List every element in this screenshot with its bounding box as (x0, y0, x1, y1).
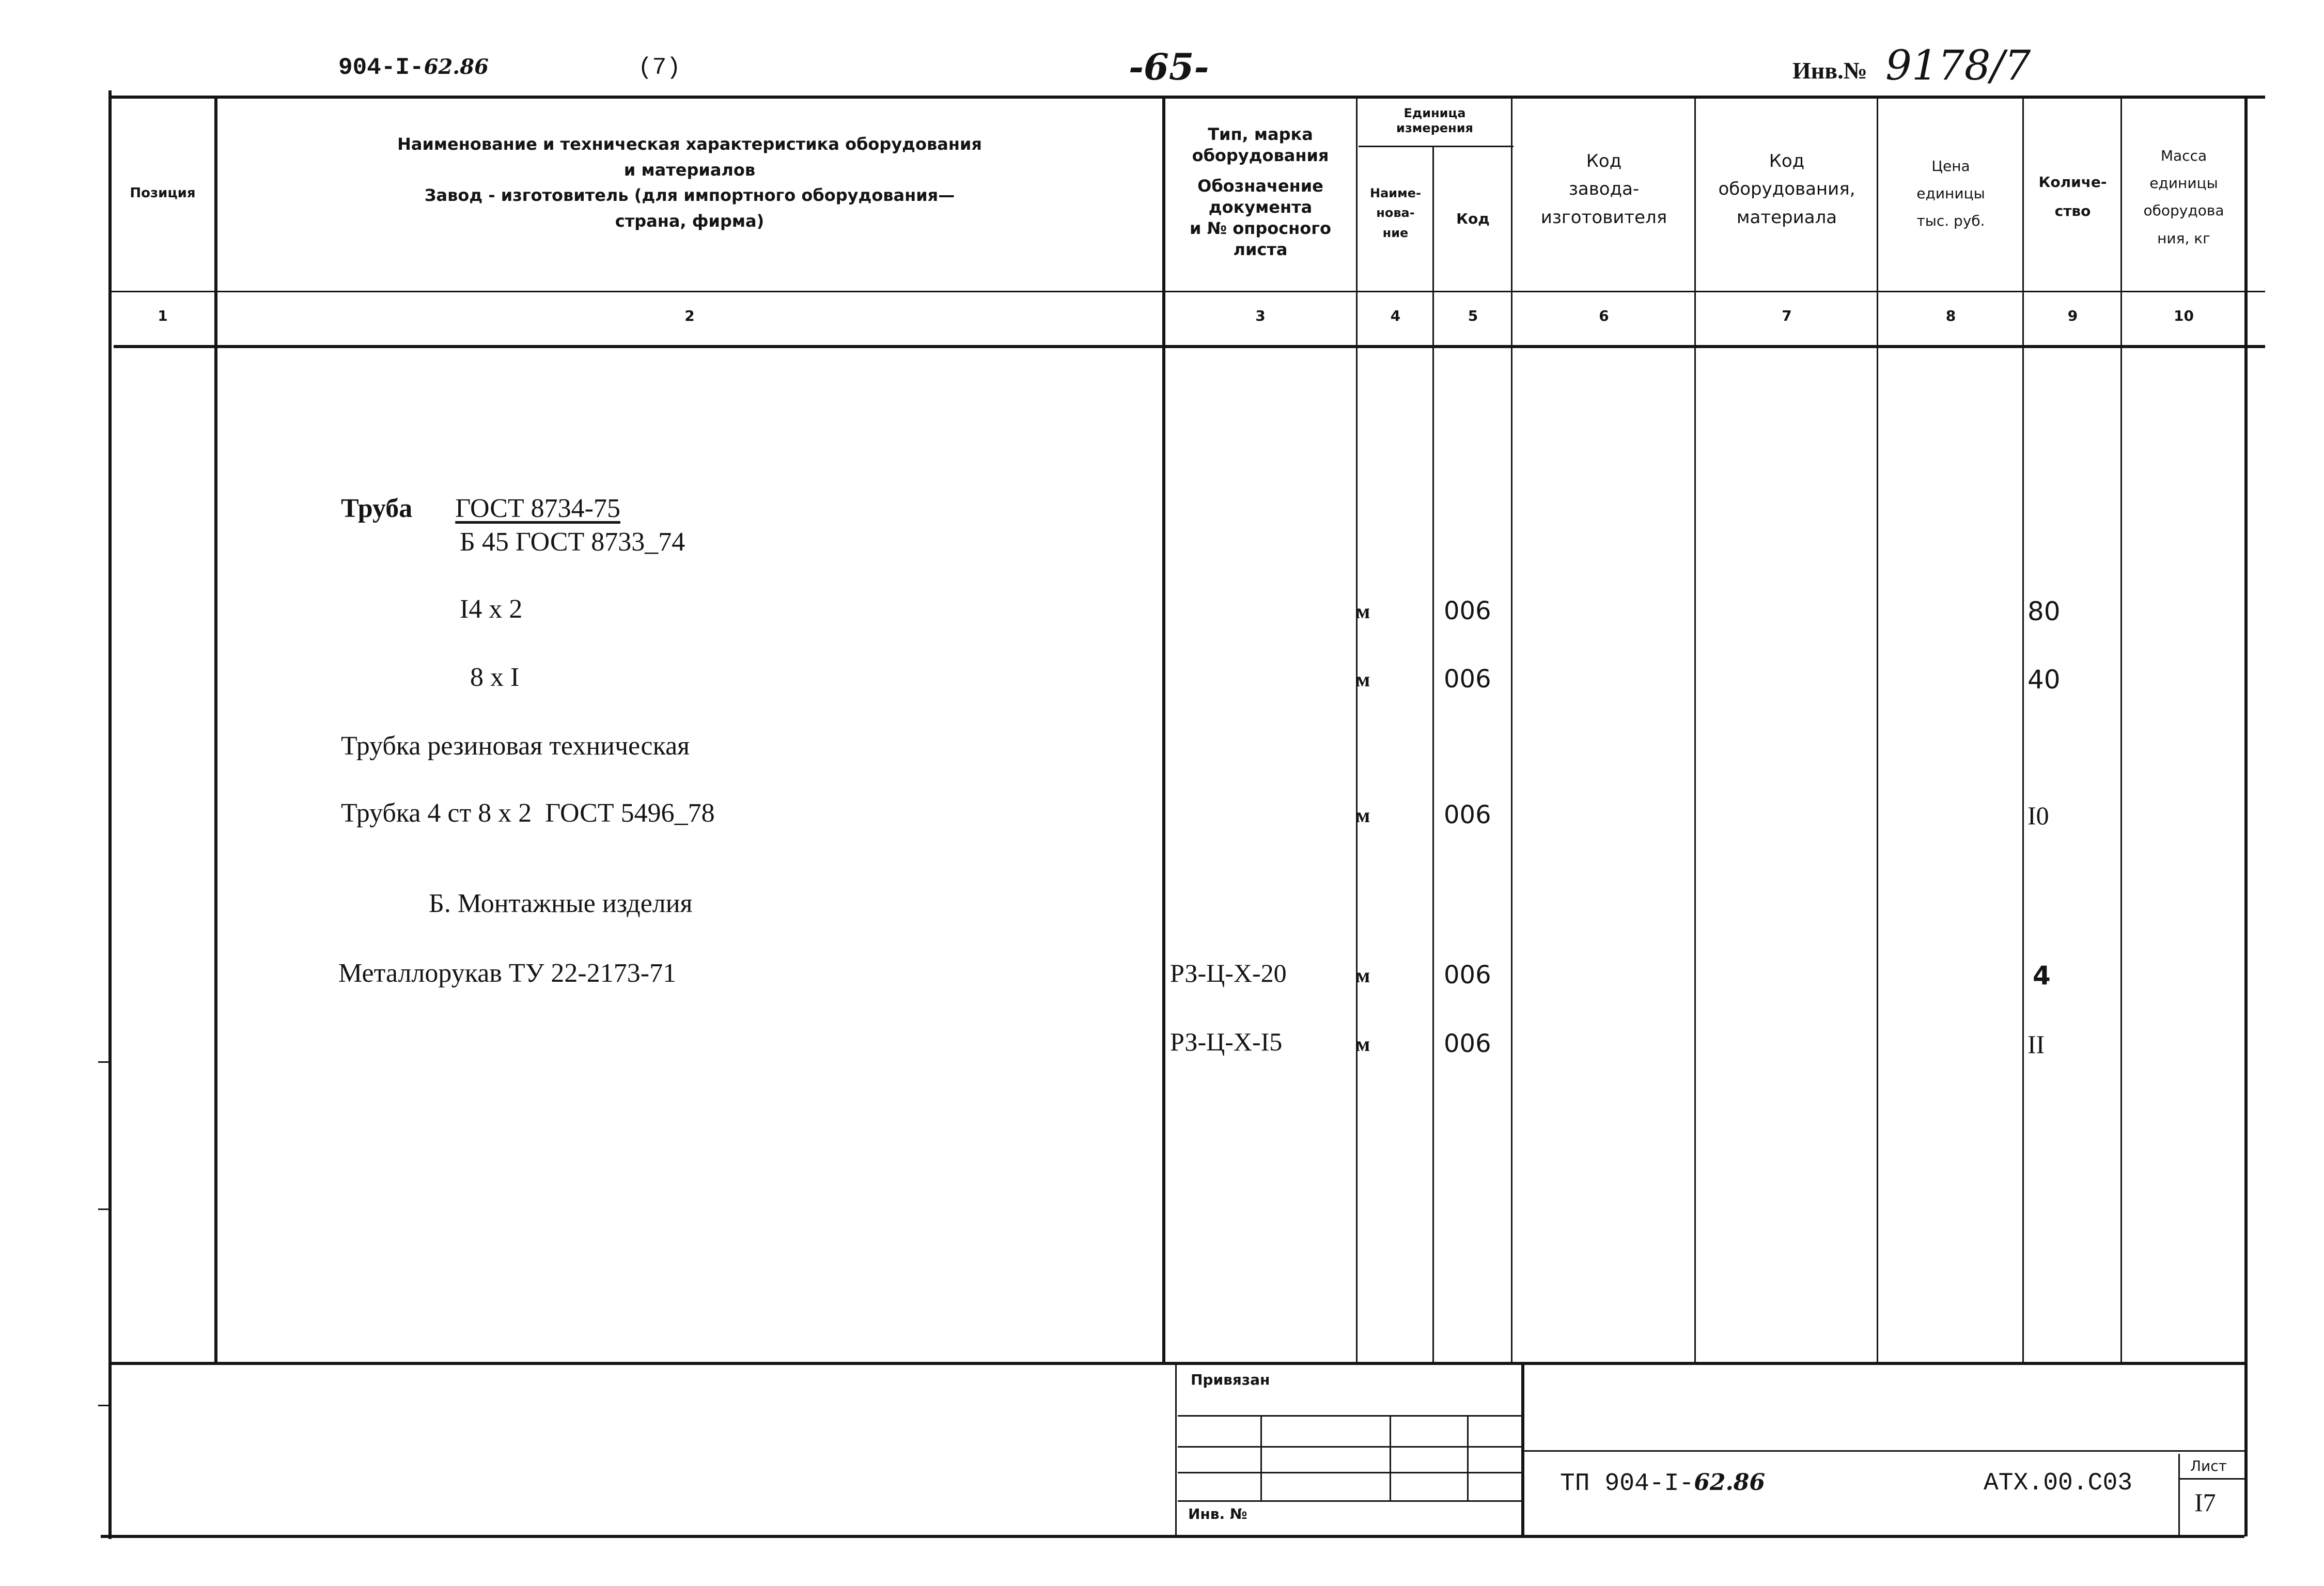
header-type-line5: и № опросного (1190, 218, 1331, 238)
col2-divider (1162, 96, 1165, 1363)
row-unit: м (1356, 668, 1370, 691)
doc-reference (338, 54, 489, 81)
header-quantity-line1: Количе- (2038, 174, 2107, 191)
header-type-line2: оборудования (1192, 145, 1329, 165)
header-unit-line1: Единица (1403, 106, 1466, 120)
unit-subheader-line (1359, 146, 1514, 147)
header-type-line4: документа (1208, 197, 1313, 217)
header-position (111, 183, 214, 203)
header-type-line3: Обозначение (1197, 176, 1323, 196)
table-row-name: I4 x 2 (460, 594, 523, 624)
col1-divider (214, 96, 217, 1363)
stamp-atx-code: АТХ.00.С03 (1984, 1469, 2133, 1497)
row-unit: м (1356, 1032, 1370, 1056)
header-unit-line2: измерения (1396, 120, 1473, 135)
table-row-name: Трубка 4 ст 8 x 2 ГОСТ 5496_78 (341, 798, 715, 828)
header-type (1165, 124, 1356, 260)
row-unit: м (1356, 600, 1370, 623)
col-number-9: 9 (2067, 307, 2078, 324)
header-equipment-code-line3: материала (1736, 207, 1837, 228)
table-row (341, 493, 620, 524)
header-plant-code-line3: изготовителя (1540, 207, 1667, 228)
stamp-grid-line (1178, 1446, 1521, 1448)
stamp-doc-code (1560, 1469, 1765, 1498)
row-code: 006 (1444, 665, 1491, 694)
header-unit-code-label: Код (1456, 210, 1490, 227)
stamp-doc-handwritten: 62.86 (1694, 1469, 1766, 1496)
row-code: 006 (1444, 1029, 1491, 1058)
stamp-grid-vline (1260, 1415, 1262, 1500)
col-number-10: 10 (2174, 307, 2194, 324)
page-number: -65- (1129, 45, 1209, 88)
table-top-border (108, 96, 2265, 99)
header-equipment-code-line1: Код (1769, 151, 1805, 171)
header-bottom-line (111, 291, 2265, 292)
header-name-line1: Наименование и техническая характеристика оборудования (397, 134, 982, 154)
col-number-4: 4 (1390, 307, 1401, 324)
header-price-line1: Цена (1931, 158, 1970, 175)
col-number-5: 5 (1468, 307, 1478, 324)
header-type-line6: листа (1233, 239, 1288, 259)
stamp-grid-vline (1390, 1415, 1391, 1500)
header-name-line4: страна, фирма) (615, 211, 765, 231)
sheet-number: I7 (2194, 1488, 2216, 1517)
sheet-paren-number: (7) (638, 54, 681, 81)
header-mass-line4: ния, кг (2157, 229, 2210, 247)
row-type: РЗ-Ц-Х-I5 (1170, 1027, 1283, 1056)
stamp-doc-prefix: ТП 904-I- (1560, 1470, 1694, 1498)
row-qty: 40 (2027, 665, 2061, 695)
header-unit-name-line3: ние (1382, 225, 1409, 240)
stamp-right-line (1524, 1450, 2244, 1452)
stamp-left-divider (1175, 1363, 1177, 1536)
margin-tick (98, 1061, 110, 1063)
stamp-inv-number: Инв. № (1188, 1505, 1247, 1522)
header-unit-code (1435, 208, 1511, 230)
stamp-privyazan: Привязан (1191, 1371, 1270, 1388)
header-name-line3: Завод - изготовитель (для импортного оборудования— (424, 185, 955, 206)
header-price-line3: тыс. руб. (1916, 212, 1985, 230)
col-number-3: 3 (1255, 307, 1266, 324)
sheet-label: Лист (2190, 1457, 2227, 1474)
header-mass-line2: единицы (2149, 175, 2218, 192)
section-heading: Б. Монтажные изделия (429, 889, 693, 918)
right-border (2244, 96, 2248, 1536)
row-code: 006 (1444, 596, 1491, 625)
header-plant-code-line1: Код (1586, 151, 1622, 171)
header-quantity (2025, 168, 2120, 226)
row-name: Б 45 ГОСТ 8733_74 (460, 527, 685, 557)
header-unit-name (1359, 183, 1432, 243)
table-row-name: Металлорукав ТУ 22-2173-71 (338, 959, 677, 988)
header-price-line2: единицы (1916, 185, 1985, 202)
header-unit-name-line2: нова- (1376, 206, 1415, 221)
header-plant-code (1514, 147, 1694, 231)
col4-divider (1432, 146, 1434, 1363)
col-number-1: 1 (158, 307, 168, 324)
col-number-6: 6 (1599, 307, 1609, 324)
col-number-2: 2 (684, 307, 695, 324)
row-qty: II (2027, 1030, 2045, 1059)
header-type-line1: Тип, марка (1208, 124, 1313, 144)
header-position-label: Позиция (130, 185, 196, 201)
sheet-box-left (2178, 1454, 2180, 1536)
header-quantity-line2: ство (2054, 202, 2091, 219)
col6-divider (1694, 96, 1696, 1363)
header-price (1879, 152, 2022, 235)
col-number-8: 8 (1945, 307, 1956, 324)
header-equipment-code (1697, 147, 1877, 231)
header-name (217, 132, 1162, 234)
stamp-grid-line (1178, 1472, 1521, 1473)
row-name-part-b: ГОСТ 8734-75 (455, 494, 620, 523)
header-mass (2123, 142, 2244, 252)
doc-reference-prefix: 904-I- (338, 54, 424, 81)
header-mass-line1: Масса (2160, 147, 2207, 164)
header-equipment-code-line2: оборудования, (1718, 179, 1855, 200)
inventory-number: 9178/7 (1885, 41, 2031, 89)
margin-tick (98, 1405, 110, 1406)
row-unit: м (1356, 964, 1370, 987)
doc-reference-handwritten: 62.86 (424, 55, 489, 79)
row-qty: 80 (2027, 596, 2061, 626)
table-row-name: 8 x I (470, 663, 520, 692)
sheet-box-mid (2178, 1478, 2244, 1480)
header-plant-code-line2: завода- (1568, 179, 1640, 200)
header-mass-line3: оборудова (2143, 202, 2224, 219)
row-unit: м (1356, 804, 1370, 827)
stamp-grid-vline (1467, 1415, 1469, 1500)
stamp-grid-line (1178, 1415, 1521, 1417)
col-numbers-bottom-line (114, 345, 2265, 348)
inventory-label: Инв.№ (1792, 57, 1867, 84)
row-type: РЗ-Ц-Х-20 (1170, 959, 1287, 987)
row-qty: 4 (2033, 961, 2051, 991)
table-row-name: Трубка резиновая техническая (341, 731, 690, 761)
col3-divider (1356, 96, 1358, 1363)
row-qty: I0 (2027, 801, 2049, 830)
col9-divider (2120, 96, 2122, 1363)
margin-tick (98, 1208, 110, 1210)
row-code: 006 (1444, 961, 1491, 990)
row-name-part-a: Труба (341, 494, 413, 523)
header-unit-name-line1: Наиме- (1370, 186, 1421, 200)
stamp-grid-line (1178, 1500, 1521, 1502)
col-number-7: 7 (1782, 307, 1792, 324)
col5-divider (1511, 96, 1512, 1363)
header-name-line2: и материалов (623, 160, 756, 180)
col7-divider (1877, 96, 1878, 1363)
header-unit (1359, 106, 1511, 136)
col8-divider (2022, 96, 2024, 1363)
row-code: 006 (1444, 800, 1491, 829)
table-row (460, 527, 685, 557)
stamp-bottom-line (101, 1535, 2244, 1538)
